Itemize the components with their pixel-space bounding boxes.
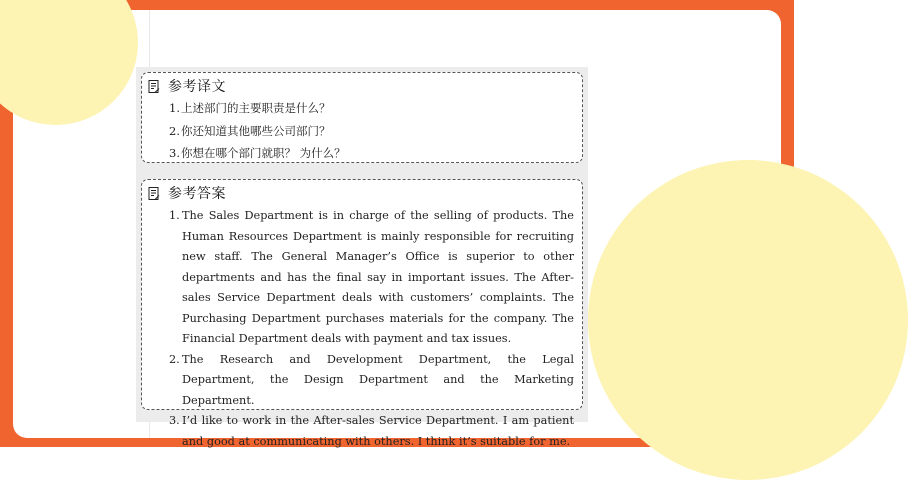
answer-box-header: [148, 184, 582, 202]
list-item: 1. 上述部门的主要职责是什么？: [169, 101, 331, 115]
document-icon: [148, 187, 160, 200]
list-item: 3. I’d like to work in the After-sales Service Department. I am patient and good at communicating with others. I think it’s suitable for me.: [169, 414, 574, 448]
list-item: 1. The Sales Department is in charge of the selling of products. The Human Resources Department is mainly responsible for recruiting new staff. The General Manager’s Office is superior to other departments and has the final say in important issues. The After-sales Service Department deals with customers’ complaints. The Purchasing Department purchases materials for the company. The Financial Department deals with payment and tax issues.: [169, 209, 574, 345]
answer-list: [142, 206, 582, 452]
decorative-circle-bottom-right: [588, 160, 908, 480]
translation-box-header: [148, 77, 582, 95]
translation-box: [141, 72, 583, 163]
decorative-circle-top-left: [0, 0, 138, 125]
answer-title: 参考答案: [168, 186, 226, 202]
answer-box: [141, 179, 583, 448]
document-icon: [148, 80, 160, 93]
content-panel: [136, 67, 588, 448]
list-item: 3. 你想在哪个部门就职？ 为什么？: [169, 146, 346, 160]
translation-title: 参考译文: [168, 79, 226, 95]
slide-canvas: [13, 10, 781, 448]
translation-list: [142, 97, 582, 165]
list-item: 2. The Research and Development Department, the Legal Department, the Design Department and the Marketing Department.: [169, 352, 574, 407]
list-item: 2. 你还知道其他哪些公司部门？: [169, 123, 331, 138]
